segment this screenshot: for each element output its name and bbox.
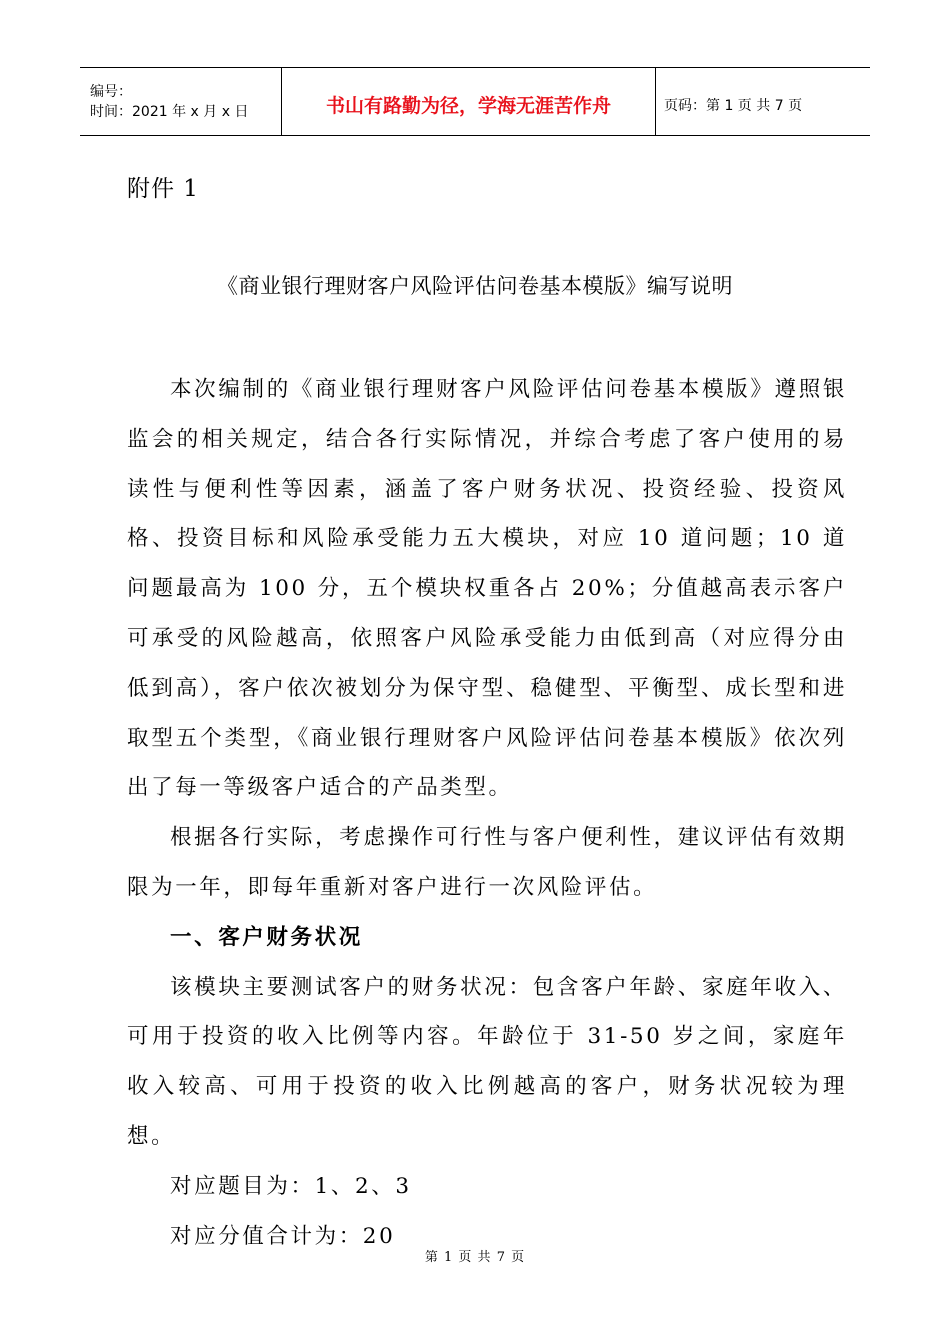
header-motto: 书山有路勤为径，学海无涯苦作舟: [325, 95, 611, 117]
document-body: [127, 365, 847, 1261]
document-header: [80, 67, 870, 136]
paragraph-score-total: 对应分值合计为：20: [170, 1223, 396, 1249]
paragraph-questions: 对应题目为：1、2、3: [170, 1173, 412, 1199]
header-meta-cell: [80, 68, 282, 135]
document-number-label: 编号：: [90, 83, 132, 100]
paragraph-intro: 本次编制的《商业银行理财客户风险评估问卷基本模版》遵照银监会的相关规定，结合各行实际情况，并综合考虑了客户使用的易读性与便利性等因素，涵盖了客户财务状况、投资经验、投资风格、投资目标和风险承受能力五大模块，对应 10 道问题；10 道问题最高为 100 分，五个模块权重各占 20%；分值越高表示客户可承受的风险越高，依照客户风险承受能力由低到高（对应得分由低到高），客户依次被划分为保守型、稳健型、平衡型、成长型和进取型五个类型，《商业银行理财客户风险评估问卷基本模版》依次列出了每一等级客户适合的产品类型。: [127, 377, 847, 801]
attachment-label: 附件 1: [127, 176, 199, 202]
header-page-cell: [656, 68, 870, 135]
paragraph-financial-status: 该模块主要测试客户的财务状况：包含客户年龄、家庭年收入、可用于投资的收入比例等内容。年龄位于 31-50 岁之间，家庭年收入较高、可用于投资的收入比例越高的客户，财务状况较为理想。: [127, 974, 847, 1149]
page-footer: 第 1 页 共 7 页: [424, 1250, 526, 1265]
section-heading-financial-status: 一、客户财务状况: [170, 924, 363, 950]
paragraph-validity: 根据各行实际，考虑操作可行性与客户便利性，建议评估有效期限为一年，即每年重新对客户进行一次风险评估。: [127, 825, 847, 900]
document-title: 《商业银行理财客户风险评估问卷基本模版》编写说明: [217, 274, 733, 298]
header-motto-cell: [282, 68, 656, 135]
header-page-code: 页码：第 1 页 共 7 页: [664, 97, 803, 114]
document-time-label: 时间：2021 年 x 月 x 日: [90, 103, 249, 120]
